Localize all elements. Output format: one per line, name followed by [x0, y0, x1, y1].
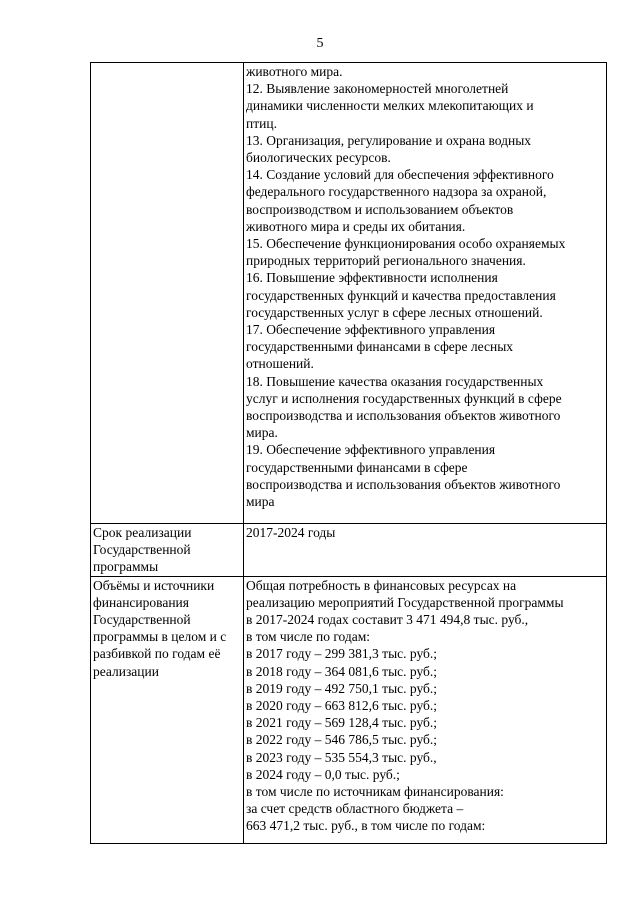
- text-line: 17. Обеспечение эффективного управления: [246, 322, 496, 338]
- text-line: мира.: [246, 425, 278, 441]
- text-line: программы: [93, 559, 159, 575]
- text-line: 663 471,2 тыс. руб., в том числе по годам:: [246, 818, 486, 834]
- finance-label-cell: [91, 576, 244, 843]
- text-line: разбивкой по годам её: [93, 646, 221, 662]
- text-line: 19. Обеспечение эффективного управления: [246, 442, 496, 458]
- text-line: птиц.: [246, 115, 277, 131]
- text-line: животного мира и среды их обитания.: [246, 218, 466, 234]
- text-line: программы в целом и с: [93, 629, 227, 645]
- text-line: природных территорий регионального значения.: [246, 253, 526, 269]
- text-line: воспроизводства и использования объектов животного: [246, 408, 561, 424]
- text-line: в 2019 году – 492 750,1 тыс. руб.;: [246, 680, 438, 696]
- text-line: в 2017 году – 299 381,3 тыс. руб.;: [246, 646, 438, 662]
- text-line: динамики численности мелких млекопитающих и: [246, 98, 534, 114]
- text-line: в 2023 году – 535 554,3 тыс. руб.,: [246, 749, 437, 765]
- text-line: в 2017-2024 годах составит 3 471 494,8 тыс. руб.,: [246, 612, 529, 628]
- text-line: 16. Повышение эффективности исполнения: [246, 270, 498, 286]
- text-line: мира: [246, 494, 275, 510]
- text-line: Срок реализации: [93, 525, 192, 540]
- tasks-content-cell: [244, 63, 607, 524]
- text-line: в 2022 году – 546 786,5 тыс. руб.;: [246, 732, 438, 748]
- text-line: животного мира.: [246, 64, 343, 79]
- text-line: воспроизводством и использованием объектов: [246, 201, 514, 217]
- text-line: в 2018 году – 364 081,6 тыс. руб.;: [246, 663, 438, 679]
- text-line: в 2021 году – 569 128,4 тыс. руб.;: [246, 715, 438, 731]
- text-line: в 2024 году – 0,0 тыс. руб.;: [246, 766, 400, 782]
- text-line: в том числе по источникам финансирования:: [246, 784, 504, 800]
- text-line: в 2020 году – 663 812,6 тыс. руб.;: [246, 698, 438, 714]
- text-line: государственных функций и качества предоставления: [246, 287, 556, 303]
- table-row-term: [91, 524, 607, 577]
- text-line: 12. Выявление закономерностей многолетней: [246, 81, 509, 97]
- text-line: государственными финансами в сфере лесных: [246, 339, 514, 355]
- term-label-cell: [91, 524, 244, 577]
- table-row-finance: [91, 576, 607, 843]
- text-line: 2017-2024 годы: [246, 525, 336, 540]
- finance-content-cell: [244, 576, 607, 843]
- text-line: 18. Повышение качества оказания государственных: [246, 373, 544, 389]
- text-line: биологических ресурсов.: [246, 150, 391, 166]
- text-line: в том числе по годам:: [246, 629, 371, 645]
- text-line: отношений.: [246, 356, 314, 372]
- text-line: реализацию мероприятий Государственной программы: [246, 594, 564, 610]
- text-line: государственными финансами в сфере: [246, 459, 468, 475]
- text-line: 15. Обеспечение функционирования особо охраняемых: [246, 236, 566, 252]
- text-line: Объёмы и источники: [93, 577, 215, 593]
- text-line: Государственной: [93, 612, 191, 628]
- text-line: услуг и исполнения государственных функций в сфере: [246, 390, 562, 406]
- text-line: Общая потребность в финансовых ресурсах на: [246, 577, 517, 593]
- text-line: финансирования: [93, 594, 189, 610]
- passport-table: [90, 62, 607, 844]
- text-line: воспроизводства и использования объектов животного: [246, 476, 561, 492]
- text-line: государственных услуг в сфере лесных отношений.: [246, 304, 543, 320]
- text-line: реализации: [93, 663, 159, 679]
- text-line: федерального государственного надзора за охраной,: [246, 184, 547, 200]
- page-number: 5: [316, 36, 324, 51]
- text-line: 13. Организация, регулирование и охрана водных: [246, 132, 532, 148]
- text-line: за счет средств областного бюджета –: [246, 801, 464, 817]
- tasks-label-cell: [91, 63, 244, 524]
- term-value-cell: [244, 524, 607, 577]
- text-line: Государственной: [93, 542, 191, 558]
- text-line: 14. Создание условий для обеспечения эффективного: [246, 167, 554, 183]
- table-row-tasks: [91, 63, 607, 524]
